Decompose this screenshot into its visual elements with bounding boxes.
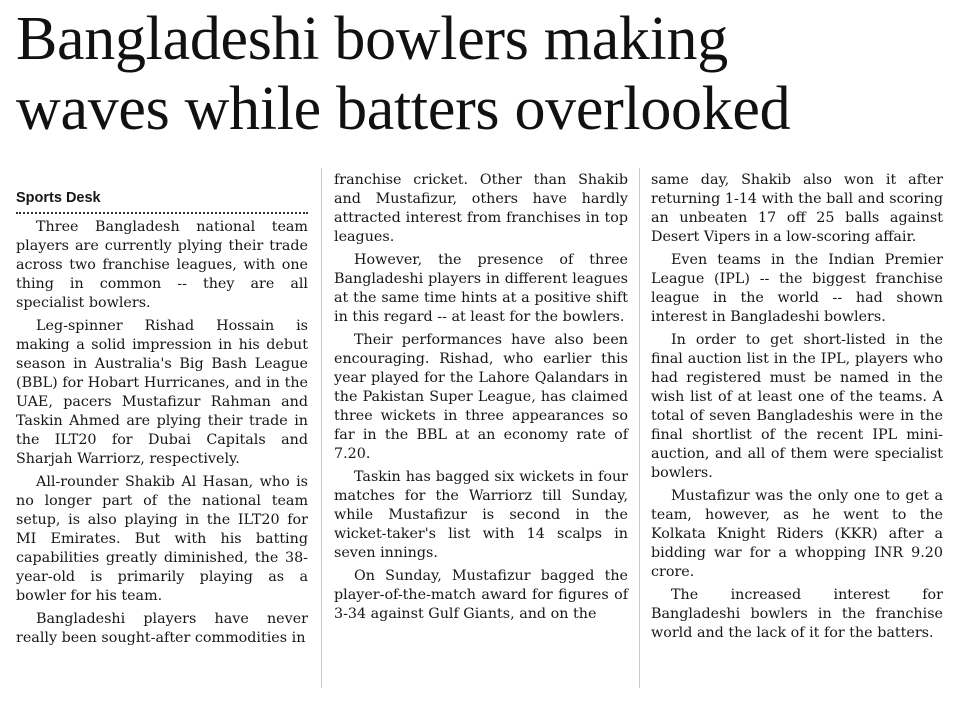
- headline-line-2: waves while batters overlooked: [16, 75, 791, 143]
- paragraph-continued: same day, Shakib also won it after returning 1-14 with the ball and scoring an unbeaten 17 off 25 balls against Desert Vipers in a low-scoring affair.: [651, 172, 943, 245]
- paragraph: The increased interest for Bangladeshi bowlers in the franchise world and the lack of it for the batters.: [651, 587, 943, 641]
- paragraph-continued: franchise cricket. Other than Shakib and Mustafizur, others have hardly attracted interest from franchises in top leagues.: [334, 172, 628, 245]
- paragraph: Their performances have also been encouraging. Rishad, who earlier this year played for the Lahore Qalandars in the Pakistan Super League, has claimed three wickets in three appearances so far in the BBL at an economy rate of 7.20.: [334, 332, 628, 462]
- article-column-2: [334, 171, 628, 624]
- paragraph: Taskin has bagged six wickets in four matches for the Warriorz till Sunday, while Mustafizur is second in the wicket-taker's list with 14 scalps in seven innings.: [334, 469, 628, 561]
- article-column-1: [16, 168, 308, 648]
- column-divider: [639, 168, 640, 688]
- paragraph: However, the presence of three Bangladeshi players in different leagues at the same time hints at a positive shift in this regard -- at least for the bowlers.: [334, 252, 628, 325]
- paragraph: All-rounder Shakib Al Hasan, who is no longer part of the national team setup, is also playing in the ILT20 for MI Emirates. But with his batting capabilities greatly diminished, the 38-year-old is primarily playing as a bowler for his team.: [16, 474, 308, 604]
- headline: [16, 4, 951, 144]
- headline-line-1: Bangladeshi bowlers making: [16, 5, 728, 73]
- paragraph: In order to get short-listed in the final auction list in the IPL, players who had registered must be named in the wish list of at least one of the teams. A total of seven Bangladeshis were in the final shortlist of the recent IPL mini-auction, and all of them were specialist bowlers.: [651, 332, 943, 481]
- paragraph: Bangladeshi players have never really been sought-after commodities in: [16, 611, 308, 646]
- column-divider: [321, 168, 322, 688]
- paragraph: Three Bangladesh national team players are currently plying their trade across two franchise leagues, with one thing in common -- they are all specialist bowlers.: [16, 219, 308, 311]
- paragraph: Leg-spinner Rishad Hossain is making a solid impression in his debut season in Australia's Big Bash League (BBL) for Hobart Hurricanes, and in the UAE, pacers Mustafizur Rahman and Taskin Ahmed are plying their trade in the ILT20 for Dubai Capitals and Sharjah Warriorz, respectively.: [16, 318, 308, 467]
- paragraph: Mustafizur was the only one to get a team, however, as he went to the Kolkata Knight Riders (KKR) after a bidding war for a whopping INR 9.20 crore.: [651, 488, 943, 580]
- article-column-3: [651, 171, 943, 643]
- byline: Sports Desk: [16, 189, 308, 214]
- paragraph: On Sunday, Mustafizur bagged the player-of-the-match award for figures of 3-34 against Gulf Giants, and on the: [334, 568, 628, 622]
- paragraph: Even teams in the Indian Premier League (IPL) -- the biggest franchise league in the world -- had shown interest in Bangladeshi bowlers.: [651, 252, 943, 325]
